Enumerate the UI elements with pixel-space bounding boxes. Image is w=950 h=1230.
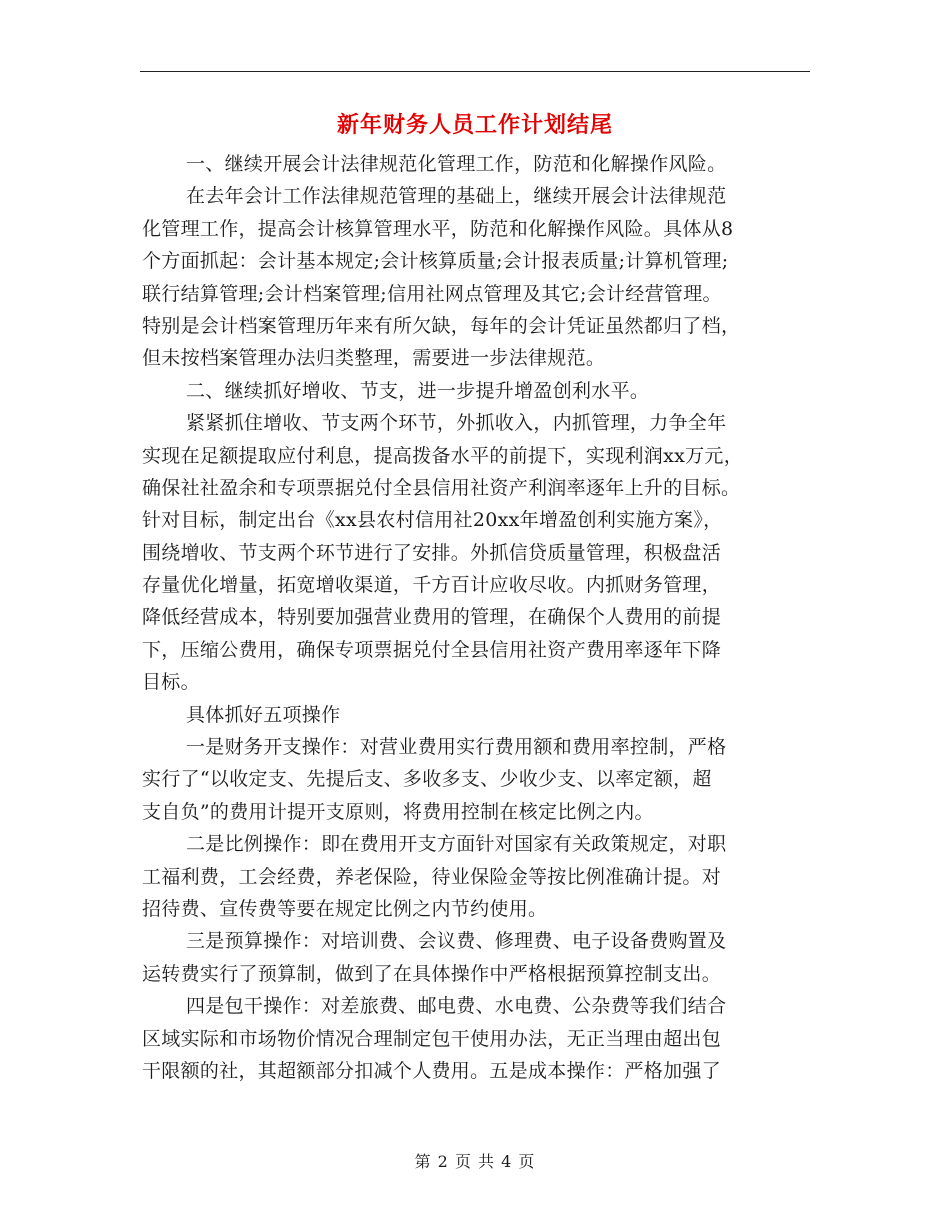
body-line: 目标。	[142, 671, 200, 694]
body-line: 支自负”的费用计提开支原则，将费用控制在核定比例之内。	[142, 800, 654, 823]
body-line: 具体抓好五项操作	[186, 703, 341, 726]
body-line: 二、继续抓好增收、节支，进一步提升增盈创利水平。	[186, 379, 650, 402]
body-line: 围绕增收、节支两个环节进行了安排。外抓信贷质量管理，积极盘活	[142, 541, 722, 564]
body-line: 一是财务开支操作：对营业费用实行费用额和费用率控制，严格	[186, 736, 727, 759]
body-line: 区域实际和市场物价情况合理制定包干使用办法，无正当理由超出包	[142, 1027, 722, 1050]
body-line: 实现在足额提取应付利息，提高拨备水平的前提下，实现利润xx万元，	[142, 444, 744, 467]
body-line: 个方面抓起：会计基本规定;会计核算质量;会计报表质量;计算机管理;	[142, 250, 729, 273]
body-line: 在去年会计工作法律规范管理的基础上，继续开展会计法律规范	[186, 185, 727, 208]
body-line: 工福利费，工会经费，养老保险，待业保险金等按比例准确计提。对	[142, 865, 722, 888]
body-line: 存量优化增量，拓宽增收渠道，千方百计应收尽收。内抓财务管理，	[142, 574, 722, 597]
body-line: 实行了“以收定支、先提后支、多收多支、少收少支、以率定额，超	[142, 768, 712, 791]
body-line: 但未按档案管理办法归类整理，需要进一步法律规范。	[142, 347, 606, 370]
body-line: 招待费、宣传费等要在规定比例之内节约使用。	[142, 897, 548, 920]
body-line: 运转费实行了预算制，做到了在具体操作中严格根据预算控制支出。	[142, 962, 722, 985]
header-rule	[140, 71, 810, 72]
body-line: 联行结算管理;会计档案管理;信用社网点管理及其它;会计经营管理。	[142, 282, 722, 305]
document-body	[142, 148, 810, 1087]
body-line: 四是包干操作：对差旅费、邮电费、水电费、公杂费等我们结合	[186, 995, 727, 1018]
body-line: 二是比例操作：即在费用开支方面针对国家有关政策规定，对职	[186, 833, 727, 856]
body-line: 化管理工作，提高会计核算管理水平，防范和化解操作风险。具体从8	[142, 217, 734, 240]
body-line: 针对目标，制定出台《xx县农村信用社20xx年增盈创利实施方案》，	[142, 509, 723, 532]
body-line: 干限额的社，其超额部分扣减个人费用。五是成本操作：严格加强了	[142, 1059, 722, 1082]
page-number: 第 2 页 共 4 页	[414, 1152, 536, 1171]
body-line: 确保社社盈余和专项票据兑付全县信用社资产利润率逐年上升的目标。	[142, 476, 741, 499]
document-title: 新年财务人员工作计划结尾	[336, 112, 613, 138]
body-line: 一、继续开展会计法律规范化管理工作，防范和化解操作风险。	[186, 153, 727, 175]
body-line: 三是预算操作：对培训费、会议费、修理费、电子设备费购置及	[186, 930, 727, 953]
body-line: 特别是会计档案管理历年来有所欠缺，每年的会计凭证虽然都归了档，	[142, 314, 741, 337]
body-line: 下，压缩公费用，确保专项票据兑付全县信用社资产费用率逐年下降	[142, 638, 722, 661]
body-line: 紧紧抓住增收、节支两个环节，外抓收入，内抓管理，力争全年	[186, 412, 727, 435]
body-line: 降低经营成本，特别要加强营业费用的管理，在确保个人费用的前提	[142, 606, 722, 629]
